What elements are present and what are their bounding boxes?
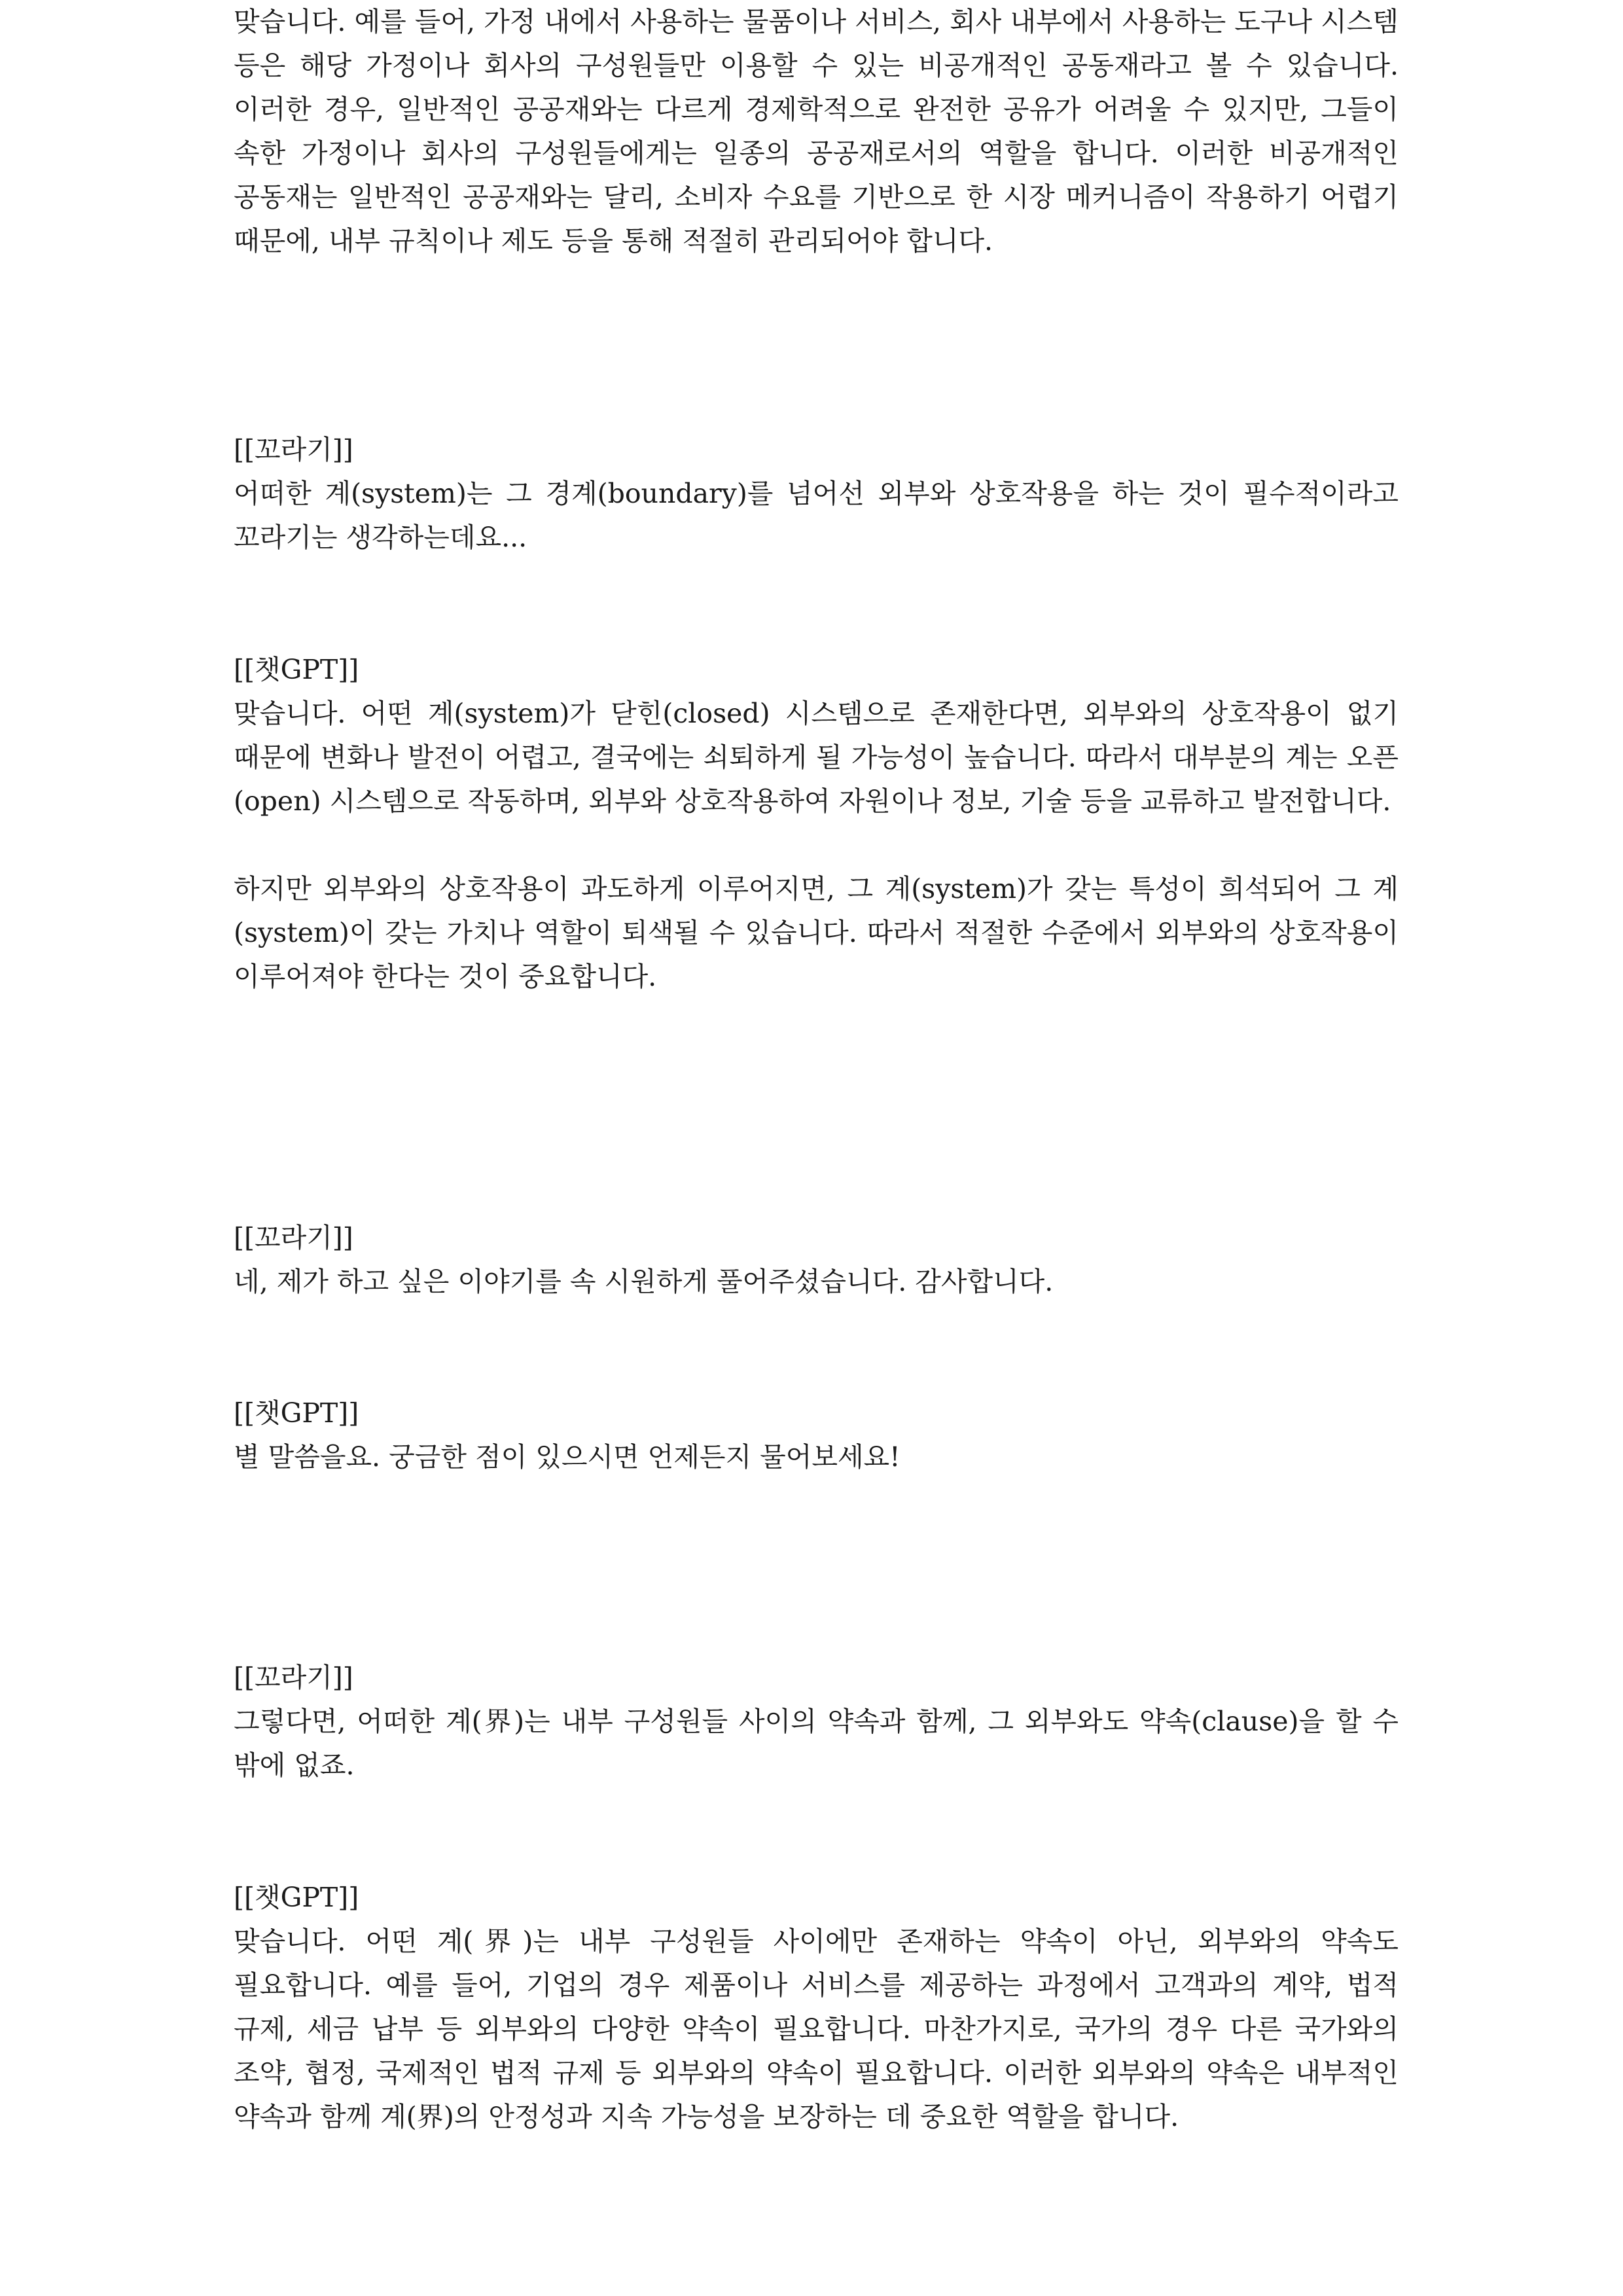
question-block-3 xyxy=(234,1656,1399,1787)
speaker-label: [[챗GPT]] xyxy=(234,654,359,685)
speaker-label: [[꼬라기]] xyxy=(234,1222,353,1253)
speaker-label: [[챗GPT]] xyxy=(234,1397,359,1429)
paragraph: 어떠한 계(system)는 그 경계(boundary)를 넘어선 외부와 상호작용을 하는 것이 필수적이라고 꼬라기는 생각하는데요... xyxy=(234,478,1399,553)
speaker-label: [[꼬라기]] xyxy=(234,1662,353,1693)
answer-block-3 xyxy=(234,1876,1399,2139)
speaker-label: [[꼬라기]] xyxy=(234,434,353,465)
answer-block-1 xyxy=(234,648,1399,999)
paragraph: 맞습니다. 어떤 계(界)는 내부 구성원들 사이에만 존재하는 약속이 아닌, 외부와의 약속도 필요합니다. 예를 들어, 기업의 경우 제품이나 서비스를 제공하는 과정에서 고객과의 계약, 법적 규제, 세금 납부 등 외부와의 다양한 약속이 필요합니다. 마찬가지로, 국가의 경우 다른 국가와의 조약, 협정, 국제적인 법적 규제 등 외부와의 약속이 필요합니다. 이러한 외부와의 약속은 내부적인 약속과 함께 계(界)의 안정성과 지속 가능성을 보장하는 데 중요한 역할을 합니다. xyxy=(234,1926,1399,2132)
question-block-2 xyxy=(234,1216,1399,1304)
answer-block-continuation xyxy=(234,0,1399,263)
answer-block-2 xyxy=(234,1391,1399,1479)
paragraph: 하지만 외부와의 상호작용이 과도하게 이루어지면, 그 계(system)가 갖는 특성이 희석되어 그 계(system)이 갖는 가치나 역할이 퇴색될 수 있습니다. 따라서 적절한 수준에서 외부와의 상호작용이 이루어져야 한다는 것이 중요합니다. xyxy=(234,873,1399,992)
paragraph: 맞습니다. 예를 들어, 가정 내에서 사용하는 물품이나 서비스, 회사 내부에서 사용하는 도구나 시스템 등은 해당 가정이나 회사의 구성원들만 이용할 수 있는 비공개적인 공동재라고 볼 수 있습니다. 이러한 경우, 일반적인 공공재와는 다르게 경제학적으로 완전한 공유가 어려울 수 있지만, 그들이 속한 가정이나 회사의 구성원들에게는 일종의 공공재로서의 역할을 합니다. 이러한 비공개적인 공동재는 일반적인 공공재와는 달리, 소비자 수요를 기반으로 한 시장 메커니즘이 작용하기 어렵기 때문에, 내부 규칙이나 제도 등을 통해 적절히 관리되어야 합니다. xyxy=(234,6,1399,257)
paragraph: 맞습니다. 어떤 계(system)가 닫힌(closed) 시스템으로 존재한다면, 외부와의 상호작용이 없기 때문에 변화나 발전이 어렵고, 결국에는 쇠퇴하게 될 가능성이 높습니다. 따라서 대부분의 계는 오픈(open) 시스템으로 작동하며, 외부와 상호작용하여 자원이나 정보, 기술 등을 교류하고 발전합니다. xyxy=(234,698,1399,817)
paragraph: 그렇다면, 어떠한 계(界)는 내부 구성원들 사이의 약속과 함께, 그 외부와도 약속(clause)을 할 수 밖에 없죠. xyxy=(234,1706,1399,1781)
paragraph: 네, 제가 하고 싶은 이야기를 속 시원하게 풀어주셨습니다. 감사합니다. xyxy=(234,1266,1054,1297)
speaker-label: [[챗GPT]] xyxy=(234,1882,359,1913)
question-block-1 xyxy=(234,428,1399,560)
paragraph: 별 말씀을요. 궁금한 점이 있으시면 언제든지 물어보세요! xyxy=(234,1441,901,1473)
